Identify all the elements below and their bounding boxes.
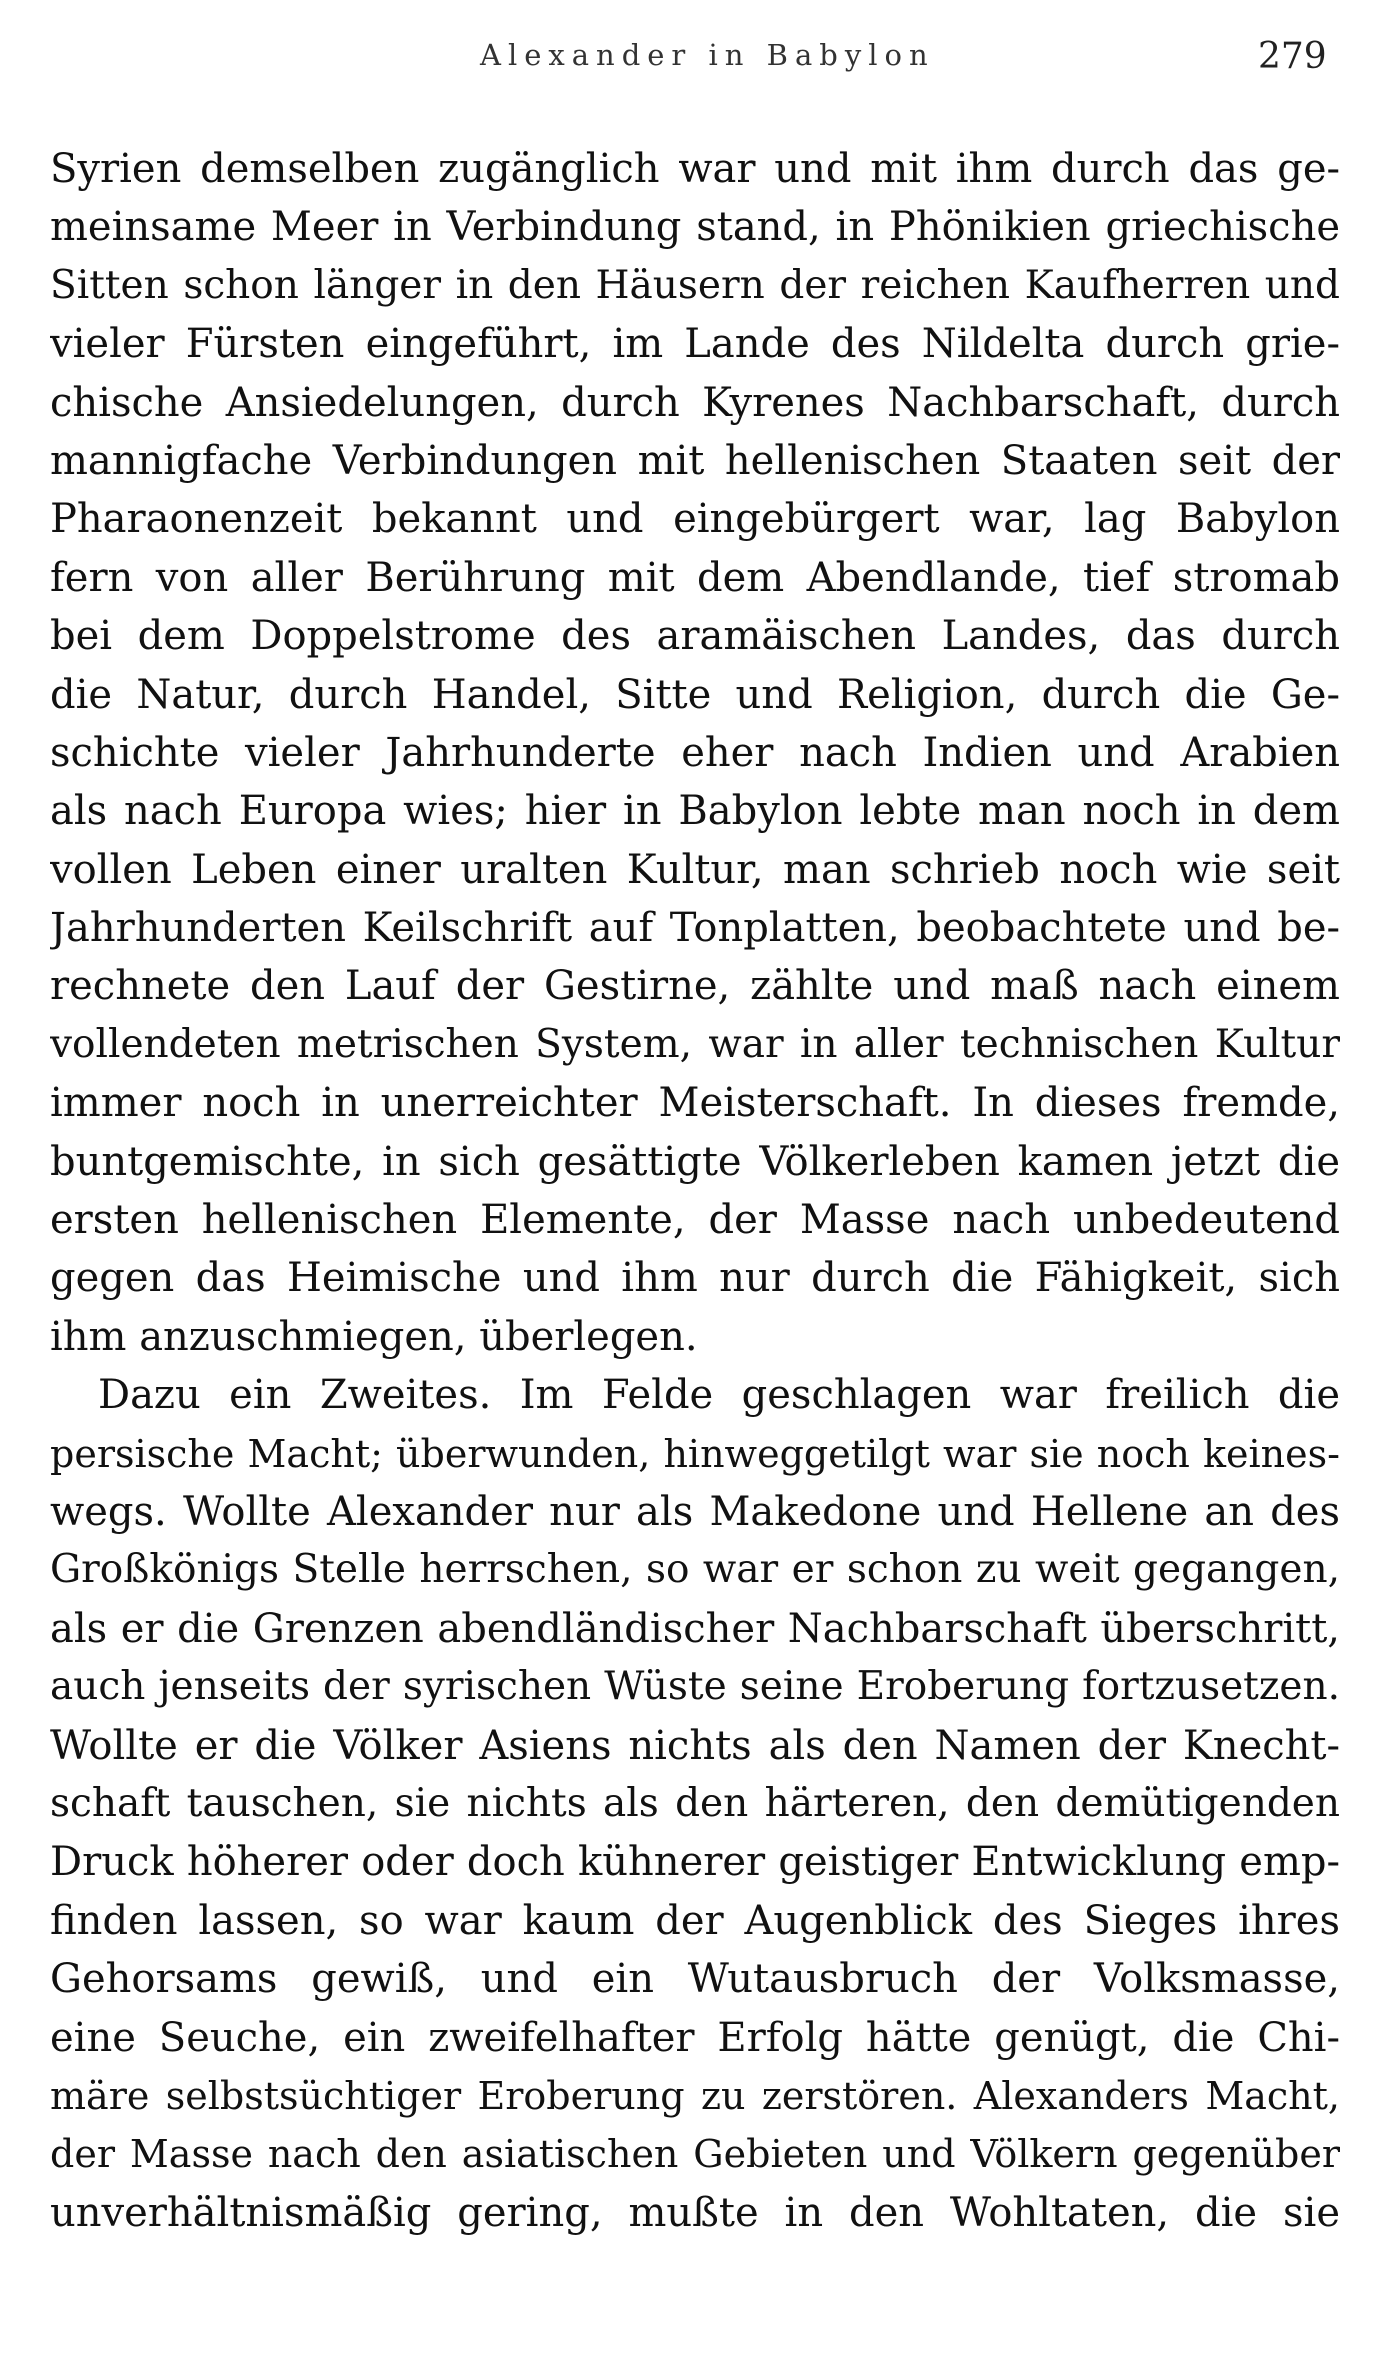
text-line: Wollte er die Völker Asiens nichts als den Namen der Knecht- [50, 1722, 1340, 1769]
text-line: persische Macht; überwunden, hinweggetilgt war sie noch keines- [50, 1431, 1340, 1476]
text-line: die Natur, durch Handel, Sitte und Religion, durch die Ge- [50, 671, 1340, 718]
text-line: märe selbstsüchtiger Eroberung zu zerstören. Alexanders Macht, [50, 2073, 1340, 2118]
text-line: rechnete den Lauf der Gestirne, zählte und maß nach einem [50, 963, 1340, 1010]
text-line: auch jenseits der syrischen Wüste seine Eroberung fortzusetzen. [50, 1664, 1340, 1710]
text-line: meinsame Meer in Verbindung stand, in Phönikien griechische [50, 204, 1340, 251]
text-line: Dazu ein Zweites. Im Felde geschlagen war freilich die [98, 1372, 1340, 1419]
text-line: eine Seuche, ein zweifelhafter Erfolg hätte genügt, die Chi- [50, 2014, 1340, 2061]
text-line: unverhältnismäßig gering, mußte in den Wohltaten, die sie [50, 2189, 1340, 2236]
text-line: ersten hellenischen Elemente, der Masse nach unbedeutend [50, 1197, 1340, 1244]
text-line: Gehorsams gewiß, und ein Wutausbruch der Volksmasse, [50, 1956, 1340, 2003]
text-line: als nach Europa wies; hier in Babylon lebte man noch in dem [50, 788, 1340, 835]
text-line: bei dem Doppelstrome des aramäischen Landes, das durch [50, 613, 1340, 660]
running-title: Alexander in Babylon [480, 38, 935, 72]
text-line: fern von aller Berührung mit dem Abendlande, tief stromab [50, 554, 1340, 601]
text-line: Druck höherer oder doch kühnerer geistiger Entwicklung emp- [50, 1839, 1340, 1886]
text-line: Großkönigs Stelle herrschen, so war er schon zu weit gegangen, [50, 1547, 1340, 1593]
text-line: vieler Fürsten eingeführt, im Lande des Nildelta durch grie- [50, 321, 1340, 368]
text-line: vollen Leben einer uralten Kultur, man schrieb noch wie seit [50, 846, 1340, 893]
body-text [50, 140, 1340, 2242]
text-line: schaft tauschen, sie nichts als den härteren, den demütigenden [50, 1780, 1340, 1826]
text-line: vollendeten metrischen System, war in aller technischen Kultur [50, 1021, 1340, 1067]
text-line: Pharaonenzeit bekannt und eingebürgert war, lag Babylon [50, 496, 1340, 543]
text-line: wegs. Wollte Alexander nur als Makedone und Hellene an des [50, 1488, 1340, 1535]
text-line: als er die Grenzen abendländischer Nachbarschaft überschritt, [50, 1605, 1340, 1652]
text-line: Syrien demselben zugänglich war und mit ihm durch das ge- [50, 146, 1340, 192]
text-line: chische Ansiedelungen, durch Kyrenes Nachbarschaft, durch [50, 379, 1340, 426]
text-line: Jahrhunderten Keilschrift auf Tonplatten, beobachtete und be- [50, 905, 1340, 952]
text-line: buntgemischte, in sich gesättigte Völkerleben kamen jetzt die [50, 1138, 1340, 1185]
text-line: schichte vieler Jahrhunderte eher nach Indien und Arabien [50, 729, 1340, 776]
text-line: finden lassen, so war kaum der Augenblick des Sieges ihres [50, 1897, 1340, 1944]
text-line: Sitten schon länger in den Häusern der reichen Kaufherren und [50, 262, 1340, 308]
text-line: ihm anzuschmiegen, überlegen. [50, 1313, 698, 1360]
text-line: mannigfache Verbindungen mit hellenischen Staaten seit der [50, 437, 1340, 484]
text-line: der Masse nach den asiatischen Gebieten und Völkern gegenüber [50, 2132, 1340, 2177]
text-line: gegen das Heimische und ihm nur durch die Fähigkeit, sich [50, 1255, 1340, 1302]
paragraph-2 [50, 1366, 1340, 2242]
paragraph-1 [50, 140, 1340, 1366]
page-number: 279 [1258, 36, 1327, 77]
text-line: immer noch in unerreichter Meisterschaft. In dieses fremde, [50, 1080, 1340, 1127]
running-head [0, 38, 1399, 78]
